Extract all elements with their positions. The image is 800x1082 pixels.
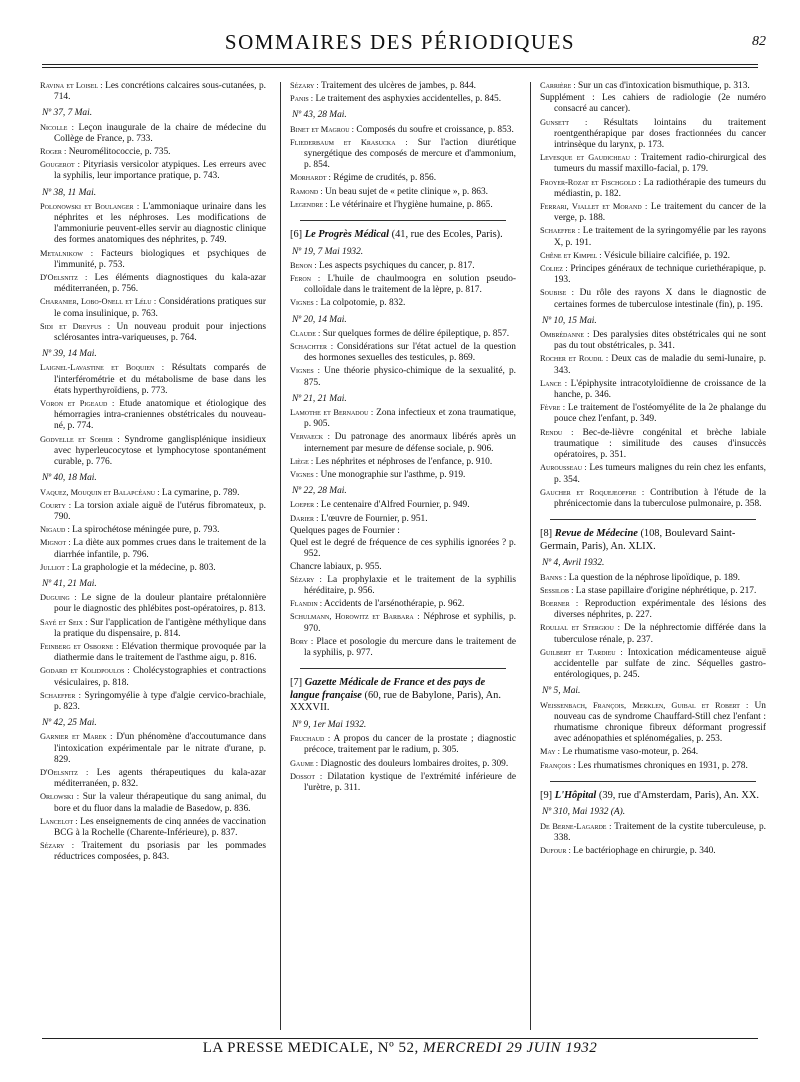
section-number: [6] <box>290 229 303 241</box>
article-author: Panis : <box>290 94 314 104</box>
article-title: Diagnostic des douleurs lombaires droites, p. 309. <box>320 758 509 769</box>
article-entry <box>40 398 266 433</box>
article-author: Vignes : <box>290 470 319 480</box>
section-separator <box>300 220 506 221</box>
periodical-title: L'Hôpital <box>554 789 597 801</box>
article-author: Lance : <box>540 378 568 388</box>
article-entry <box>40 80 266 103</box>
article-author: Schaeffer : <box>40 690 81 700</box>
article-title: La stase papillaire d'origine néphrétique, p. 217. <box>575 585 757 596</box>
article-author: Schulmann, Horowitz et Barbara : <box>290 612 420 622</box>
article-entry <box>40 665 266 688</box>
article-entry <box>540 329 766 352</box>
article-entry <box>540 647 766 682</box>
article-entry <box>290 365 516 388</box>
article-author: Nigaud : <box>40 525 70 535</box>
article-entry <box>40 767 266 790</box>
article-entry <box>290 538 516 560</box>
article-entry <box>290 771 516 794</box>
article-entry <box>290 499 516 511</box>
article-entry <box>40 641 266 664</box>
header-rule <box>42 64 758 68</box>
article-author: Fliederbaum et Krasucka : <box>290 137 408 147</box>
page-number: 82 <box>752 34 766 49</box>
article-title: Quel est le degré de fréquence de ces syphilis ignorées ? p. 952. <box>290 538 516 560</box>
article-entry <box>40 816 266 839</box>
article-title: Accidents de l'arsénothérapie, p. 962. <box>323 599 465 610</box>
article-title: Reproduction expérimentale des lésions des diverses néphrites, p. 227. <box>554 598 767 621</box>
periodical-heading <box>290 677 516 715</box>
article-title: Sur quelques formes de délire épileptique, p. 857. <box>322 328 510 339</box>
issue-heading: Nº 4, Avril 1932. <box>542 558 605 569</box>
article-title: Un nouveau cas de syndrome Chauffard-Still chez l'enfant : rhumatisme chronique fibreux déformant progressif avec adénopathies et splénomégalies, p. 253. <box>554 700 766 745</box>
article-author: Loeper : <box>290 500 319 510</box>
article-title: Le centenaire d'Alfred Fournier, p. 949. <box>320 500 470 511</box>
article-author: Benon : <box>290 260 317 270</box>
section-separator <box>300 668 506 669</box>
article-author: Levesque et Gaudicheau : <box>540 153 637 163</box>
article-entry <box>40 487 266 499</box>
article-title: Vésicule biliaire calcifiée, p. 192. <box>603 250 731 261</box>
article-title: Cholécystographies et contractions vésiculaires, p. 818. <box>54 666 266 688</box>
article-author: Froyer-Rozat et Fischgold : <box>540 177 641 187</box>
article-author: Vaquez, Mouquin et Balapcéanu : <box>40 487 160 497</box>
issue-heading: Nº 39, 14 Mai. <box>42 349 97 360</box>
article-author: Julliot : <box>40 562 70 572</box>
article-author: Legendre : <box>290 199 328 209</box>
column-1 <box>40 80 266 865</box>
section-number: [9] <box>540 789 553 801</box>
article-author: Gougerot : <box>40 160 80 170</box>
issue-heading: Nº 22, 28 Mai. <box>292 486 347 497</box>
article-entry <box>540 462 766 485</box>
article-entry <box>40 562 266 574</box>
article-author: D'Oelsnitz : <box>40 767 89 777</box>
article-author: Ferrari, Viallet et Morand : <box>540 202 648 212</box>
periodical-heading <box>540 528 766 553</box>
article-title: L'huile de chaulmoogra en solution pseudo-colloïdale dans le traitement de la lèpre, p. 817. <box>304 274 516 296</box>
article-title: Les éléments diagnostiques du kala-azar méditerranéen, p. 756. <box>54 273 267 295</box>
issue-heading: Nº 37, 7 Mai. <box>42 108 93 119</box>
issue-heading: Nº 5, Mai. <box>542 686 581 697</box>
periodical-address: (60, rue de Babylone, Paris), An. XXXVII. <box>290 689 501 714</box>
article-entry <box>540 585 766 597</box>
article-title: A propos du cancer de la prostate ; diagnostic précoce, traitement par le radium, p. 305. <box>304 734 516 756</box>
article-author: May : <box>540 747 560 757</box>
article-title: Traitement de la cystite tuberculeuse, p. 338. <box>554 821 766 843</box>
issue-heading: Nº 10, 15 Mai. <box>542 315 597 326</box>
article-entry <box>540 487 766 510</box>
article-entry <box>290 456 516 468</box>
article-entry <box>290 513 516 525</box>
article-entry <box>40 434 266 469</box>
article-entry <box>40 321 266 344</box>
article-title: Les concrétions calcaires sous-cutanées, p. 714. <box>54 81 266 103</box>
article-title: Les tumeurs malignes du rein chez les enfants, p. 354. <box>554 463 766 485</box>
article-title: Les rhumatismes chroniques en 1931, p. 278. <box>577 760 748 771</box>
issue-heading: Nº 41, 21 Mai. <box>42 578 97 589</box>
article-author: Coliez : <box>540 264 568 274</box>
article-author: Nicolle : <box>40 122 74 132</box>
article-entry <box>290 172 516 184</box>
article-entry <box>540 700 766 746</box>
article-title: Traitement radio-chirurgical des tumeurs du massif maxillo-facial, p. 179. <box>554 153 766 175</box>
article-entry <box>290 636 516 659</box>
article-title: Facteurs biologiques et psychiques de l'immunité, p. 753. <box>54 248 266 270</box>
article-author: Claude : <box>290 328 321 338</box>
article-title: Des paralysies dites obstétricales qui ne sont pas du tout obstétricales, p. 341. <box>554 330 767 352</box>
article-entry <box>40 617 266 640</box>
article-author: Gaucher et Roquejeoffre : <box>540 487 645 497</box>
article-title: La torsion axiale aiguë de l'utérus fibromateux, p. 790. <box>54 500 267 522</box>
footer-rule <box>42 1038 758 1039</box>
article-title: Les agents thérapeutiques du kala-azar méditerranéen, p. 832. <box>54 767 267 790</box>
issue-heading: Nº 40, 18 Mai. <box>42 473 97 484</box>
article-author: De Berne-Lagarde : <box>540 821 612 831</box>
issue-heading: Nº 43, 28 Mai. <box>292 110 347 121</box>
issue-heading: Nº 20, 14 Mai. <box>292 314 347 325</box>
article-entry <box>290 526 516 537</box>
article-entry <box>540 622 766 645</box>
article-entry <box>40 296 266 319</box>
article-title: Principes généraux de technique curiethérapique, p. 193. <box>554 264 767 286</box>
article-entry <box>290 431 516 454</box>
article-title: Du patronage des anormaux libérés après un internement par mesure de défense sociale, p. 906. <box>304 432 516 454</box>
article-title: Sur l'action diurétique synergétique des composés de mercure et d'ammonium, p. 854. <box>304 137 516 171</box>
article-author: Garnier et Marek : <box>40 732 113 742</box>
article-author: Rendu : <box>540 427 574 437</box>
article-entry <box>40 159 266 182</box>
article-title: Etude anatomique et étiologique des hémorragies intra-craniennes obstétricales du nouveau-né, p. 774. <box>54 399 267 432</box>
issue-heading: Nº 42, 25 Mai. <box>42 718 97 729</box>
article-entry <box>540 427 766 462</box>
section-separator <box>550 519 756 520</box>
article-entry <box>540 572 766 584</box>
article-entry <box>540 353 766 376</box>
article-author: Aurousseau : <box>540 463 587 473</box>
issue-heading: Nº 38, 11 Mai. <box>42 187 97 198</box>
article-entry <box>290 273 516 296</box>
article-author: Ramond : <box>290 186 323 196</box>
article-entry <box>290 341 516 364</box>
periodical-address: (39, rue d'Amsterdam, Paris), An. XX. <box>598 789 759 801</box>
article-author: Vignes : <box>290 366 320 376</box>
article-author: Sézary : <box>40 841 75 851</box>
article-entry <box>540 287 766 310</box>
article-author: François : <box>540 760 576 770</box>
issue-heading: Nº 19, 7 Mai 1932. <box>292 246 364 257</box>
article-author: Duguing : <box>40 593 77 603</box>
article-title: Composés du soufre et croissance, p. 853. <box>356 124 514 135</box>
article-author: Schachter : <box>290 342 334 352</box>
article-title: Leçon inaugurale de la chaire de médecine du Collège de France, p. 733. <box>54 122 267 144</box>
section-number: [8] <box>540 528 553 540</box>
article-title: Place et posologie du mercure dans le traitement de la syphilis, p. 977. <box>304 636 517 658</box>
article-title: Quelques pages de Fournier : <box>290 525 400 536</box>
article-entry <box>540 225 766 248</box>
section-separator <box>550 781 756 782</box>
article-title: Le traitement des asphyxies accidentelles, p. 845. <box>315 94 502 105</box>
article-author: Vignes : <box>290 298 319 308</box>
article-entry <box>540 598 766 621</box>
article-author: Ombrédanne : <box>540 330 590 340</box>
article-title: D'un phénomène d'accoutumance dans l'intoxication expérimentale par le nitrate d'urane, p. 829. <box>54 732 266 765</box>
article-title: La cymarine, p. 789. <box>161 487 240 498</box>
article-title: Considérations pratiques sur le coma insulinique, p. 763. <box>54 297 266 319</box>
article-author: Orlowski : <box>40 792 80 802</box>
article-author: Fèvre : <box>540 403 566 413</box>
article-entry <box>540 117 766 152</box>
article-entry <box>290 80 516 92</box>
article-title: La spirochétose méningée pure, p. 793. <box>72 525 220 536</box>
article-title: Le bactériophage en chirurgie, p. 340. <box>573 845 716 856</box>
article-entry <box>540 746 766 758</box>
page-header <box>20 26 780 66</box>
article-title: Résultats lointains du traitement roentgenthérapique par doses fractionnées du cancer intrinsèque du larynx, p. 173. <box>554 117 767 151</box>
article-entry <box>540 177 766 200</box>
article-author: Voron et Pigeaud : <box>40 399 115 409</box>
article-entry <box>40 272 266 295</box>
article-entry <box>40 500 266 523</box>
article-entry <box>540 201 766 224</box>
article-author: Darier : <box>290 513 319 523</box>
article-title: La graphologie et la médecine, p. 803. <box>71 562 216 573</box>
issue-heading: Nº 310, Mai 1932 (A). <box>542 807 626 818</box>
article-author: Weissenbach, François, Merklen, Guibal et Robert : <box>540 700 749 710</box>
article-entry <box>40 201 266 247</box>
article-title: Intoxication médicamenteuse aiguë accidentelle par sulfate de zinc. Séquelles gastro-entérologiques, p. 245. <box>554 647 766 681</box>
article-title: Contribution à l'étude de la phrénicectomie dans la tuberculose pulmonaire, p. 358. <box>554 487 767 509</box>
article-author: Godard et Kolidpoulos : <box>40 666 130 676</box>
article-entry <box>40 146 266 158</box>
article-title: Pityriasis versicolor atypiques. Les erreurs avec la syphilis, leur importance pratique, p. 743. <box>54 160 267 182</box>
article-title: Le traitement de l'ostéomyélite de la 2e phalange du pouce chez l'enfant, p. 349. <box>554 403 767 425</box>
article-entry <box>290 260 516 272</box>
article-author: Boerner : <box>540 598 579 608</box>
footer-number: Nº 52, <box>377 1040 419 1056</box>
article-title: L'œuvre de Fournier, p. 951. <box>320 513 428 524</box>
article-entry <box>290 93 516 105</box>
article-author: Charanier, Lobo-Onell et Lélu : <box>40 297 157 307</box>
periodical-title: Gazette Médicale de France et des pays de langue française <box>290 677 486 701</box>
article-entry <box>540 152 766 175</box>
article-entry <box>540 760 766 772</box>
article-title: Zona infectieux et zona traumatique, p. 905. <box>304 408 517 430</box>
article-entry <box>290 124 516 136</box>
article-title: Traitement du psoriasis par les pommades réductrices composées, p. 843. <box>54 841 266 863</box>
periodical-title: Le Progrès Médical <box>304 229 389 241</box>
article-author: Sézary : <box>290 574 322 584</box>
footer-journal: LA PRESSE MEDICALE, <box>202 1040 374 1056</box>
periodical-heading <box>290 229 516 242</box>
article-title: Bec-de-lièvre congénital et brèche labiale traumatique : similitude des causes d'insuccès opératoires, p. 351. <box>554 427 767 461</box>
article-title: Du rôle des rayons X dans le diagnostic de certaines formes de tuberculose intestinale (fin), p. 195. <box>554 288 766 310</box>
article-entry <box>290 562 516 573</box>
column-divider <box>530 82 531 1030</box>
article-entry <box>40 840 266 863</box>
article-title: Deux cas de maladie du semi-lunaire, p. 343. <box>554 354 767 376</box>
article-title: Le traitement du cancer de la verge, p. 188. <box>554 202 766 224</box>
article-title: Considérations sur l'état actuel de la question des hormones sexuelles des testicules, p. 869. <box>304 342 516 364</box>
article-author: Guilbert et Tardieu : <box>540 647 623 657</box>
article-title: Le signe de la douleur plantaire prétalonnière pour le diagnostic des phlébites post-opératoires, p. 813. <box>54 593 266 615</box>
article-title: Une monographie sur l'asthme, p. 919. <box>320 470 466 481</box>
article-author: Schaeffer : <box>540 226 581 236</box>
article-author: Fruchaud : <box>290 734 331 744</box>
article-author: Morhardt : <box>290 173 331 183</box>
article-title: Les aspects psychiques du cancer, p. 817. <box>319 260 475 271</box>
article-entry <box>540 378 766 401</box>
article-entry <box>290 297 516 309</box>
article-author: Sayé et Seix : <box>40 617 88 627</box>
article-entry <box>40 592 266 615</box>
article-entry <box>40 248 266 271</box>
article-author: Dossot : <box>290 771 323 781</box>
article-author: Banns : <box>540 572 567 582</box>
article-entry <box>290 199 516 211</box>
article-title: Sur l'application de l'antigène méthylique dans la pratique du dispensaire, p. 814. <box>54 617 267 639</box>
article-author: Godvelle et Sohier : <box>40 434 120 444</box>
article-title: De la néphrectomie différée dans la tuberculose rénale, p. 237. <box>554 623 767 645</box>
article-author: Feinberg et Osborne : <box>40 641 119 651</box>
article-title: Supplément : Les cahiers de radiologie (2e numéro consacré au cancer). <box>540 93 766 115</box>
page-footer <box>0 1040 800 1057</box>
article-author: Polonowski et Boulanger : <box>40 201 140 211</box>
article-author: Sézary : <box>290 81 319 90</box>
article-author: Rocher et Roudil : <box>540 354 609 364</box>
article-author: Liège : <box>290 456 314 466</box>
footer-date: MERCREDI 29 JUIN 1932 <box>423 1040 598 1056</box>
article-author: Metalnikow : <box>40 248 94 258</box>
article-author: Gunsett : <box>540 117 588 127</box>
article-title: Le rhumatisme vaso-moteur, p. 264. <box>562 747 699 758</box>
article-entry <box>40 122 266 145</box>
article-author: Bory : <box>290 636 314 646</box>
article-author: Courty : <box>40 500 72 510</box>
article-author: Sessilob : <box>540 585 574 595</box>
article-title: Néphrose et syphilis, p. 970. <box>304 612 516 634</box>
article-author: Flandin : <box>290 599 323 609</box>
article-entry <box>540 80 766 92</box>
article-title: Un beau sujet de « petite clinique », p. 863. <box>325 186 489 197</box>
article-author: Carrière : <box>540 81 576 90</box>
article-author: D'Oelsnitz : <box>40 273 88 283</box>
article-entry <box>290 186 516 198</box>
column-divider <box>280 82 281 1030</box>
article-title: Régime de crudités, p. 856. <box>333 173 437 184</box>
article-title: Sur la valeur thérapeutique du sang animal, du bore et du fluor dans la maladie de Basedow, p. 836. <box>54 792 267 814</box>
article-title: La diète aux pommes crues dans le traitement de la diarrhée infantile, p. 796. <box>54 538 267 560</box>
article-entry <box>40 362 266 397</box>
article-entry <box>290 733 516 756</box>
article-entry <box>540 93 766 115</box>
article-entry <box>40 791 266 814</box>
article-entry <box>540 845 766 857</box>
article-title: Les enseignements de cinq années de vaccination BCG à la Rochelle (Charente-Inférieure), p. 837. <box>54 816 266 838</box>
article-author: Ravina et Loisel : <box>40 81 103 90</box>
article-title: Traitement des ulcères de jambes, p. 844. <box>320 81 477 91</box>
article-author: Roger : <box>40 147 67 157</box>
article-author: Lancelot : <box>40 816 78 826</box>
article-entry <box>290 574 516 597</box>
periodical-title: Revue de Médecine <box>554 528 638 540</box>
article-author: Laignel-Lavastine et Boquien : <box>40 363 165 373</box>
article-entry <box>40 690 266 713</box>
article-title: Elévation thermique provoquée par la diathermie dans le traitement de l'asthme aigu, p. 816. <box>54 641 266 664</box>
article-title: Chancre labiaux, p. 955. <box>290 561 382 572</box>
periodical-heading <box>540 790 766 803</box>
article-entry <box>290 469 516 481</box>
article-entry <box>290 758 516 770</box>
article-title: Le vétérinaire et l'hygiène humaine, p. 865. <box>329 199 493 210</box>
article-author: Lamothe et Bernadou : <box>290 408 374 418</box>
article-title: Neuromélitococcie, p. 735. <box>68 147 171 158</box>
article-entry <box>290 407 516 430</box>
column-3 <box>540 80 766 858</box>
article-title: Syringomyélie à type d'algie cervico-brachiale, p. 823. <box>54 690 266 712</box>
article-author: Binet et Magrou : <box>290 124 354 134</box>
article-author: Feron : <box>290 274 321 284</box>
article-entry <box>40 537 266 560</box>
article-title: La prophylaxie et le traitement de la syphilis héréditaire, p. 956. <box>304 574 517 596</box>
article-author: Vervaeck : <box>290 432 330 442</box>
periodical-address: (41, rue des Ecoles, Paris). <box>391 229 503 241</box>
article-entry <box>540 821 766 844</box>
article-entry <box>290 598 516 610</box>
column-2 <box>290 80 516 795</box>
article-author: Dufour : <box>540 845 571 855</box>
page-title: SOMMAIRES DES PÉRIODIQUES <box>224 30 576 54</box>
article-title: Sur un cas d'intoxication bismuthique, p. 313. <box>578 81 750 91</box>
article-entry <box>290 611 516 634</box>
article-entry <box>540 250 766 262</box>
article-author: Soubise : <box>540 288 574 298</box>
article-title: L'ammoniaque urinaire dans les néphrites et les néphroses. Les modifications de l'ammoniurie peuvent-elles servir au diagnostic clinique des formes anatomiques des néphrites, p. 749. <box>54 201 267 246</box>
article-title: Syndrome ganglisplénique insidieux avec hyperleucocytose et lymphocytose spontanément curable, p. 776. <box>54 434 267 468</box>
periodical-address: (108, Boulevard Saint-Germain, Paris), An. XLIX. <box>540 528 736 552</box>
issue-heading: Nº 21, 21 Mai. <box>292 393 347 404</box>
article-author: Sidi et Dreyfus : <box>40 321 111 331</box>
article-title: L'épiphysite intracotyloïdienne de croissance de la hanche, p. 346. <box>554 378 766 401</box>
issue-heading: Nº 9, 1er Mai 1932. <box>292 719 367 730</box>
article-author: Gaume : <box>290 758 319 768</box>
article-author: Chêne et Kimpel : <box>540 250 602 260</box>
article-title: La question de la néphrose lipoïdique, p. 189. <box>568 572 741 583</box>
article-author: Roulial et Stergiou : <box>540 623 620 633</box>
section-number: [7] <box>290 677 303 689</box>
article-entry <box>540 263 766 286</box>
article-entry <box>290 137 516 172</box>
article-title: Dilatation kystique de l'extrémité inférieure de l'urètre, p. 311. <box>304 771 516 793</box>
article-title: Une théorie physico-chimique de la sexualité, p. 875. <box>304 366 517 388</box>
article-title: La colpotomie, p. 832. <box>320 298 406 309</box>
article-title: Le traitement de la syringomyélie par les rayons X, p. 191. <box>554 226 766 248</box>
article-entry <box>40 731 266 766</box>
article-title: Résultats comparés de l'interférométrie et du métabolisme de base dans les états hyperthyroïdiens, p. 773. <box>54 363 266 396</box>
article-author: Mignot : <box>40 538 71 548</box>
article-title: La radiothérapie des tumeurs du médiastin, p. 182. <box>554 177 766 199</box>
article-title: Un nouveau produit pour injections sclérosantes intra-variqueuses, p. 764. <box>54 321 267 344</box>
article-title: Les néphrites et néphroses de l'enfance, p. 910. <box>315 456 493 467</box>
article-entry <box>290 328 516 340</box>
article-entry <box>40 524 266 536</box>
article-entry <box>540 402 766 425</box>
